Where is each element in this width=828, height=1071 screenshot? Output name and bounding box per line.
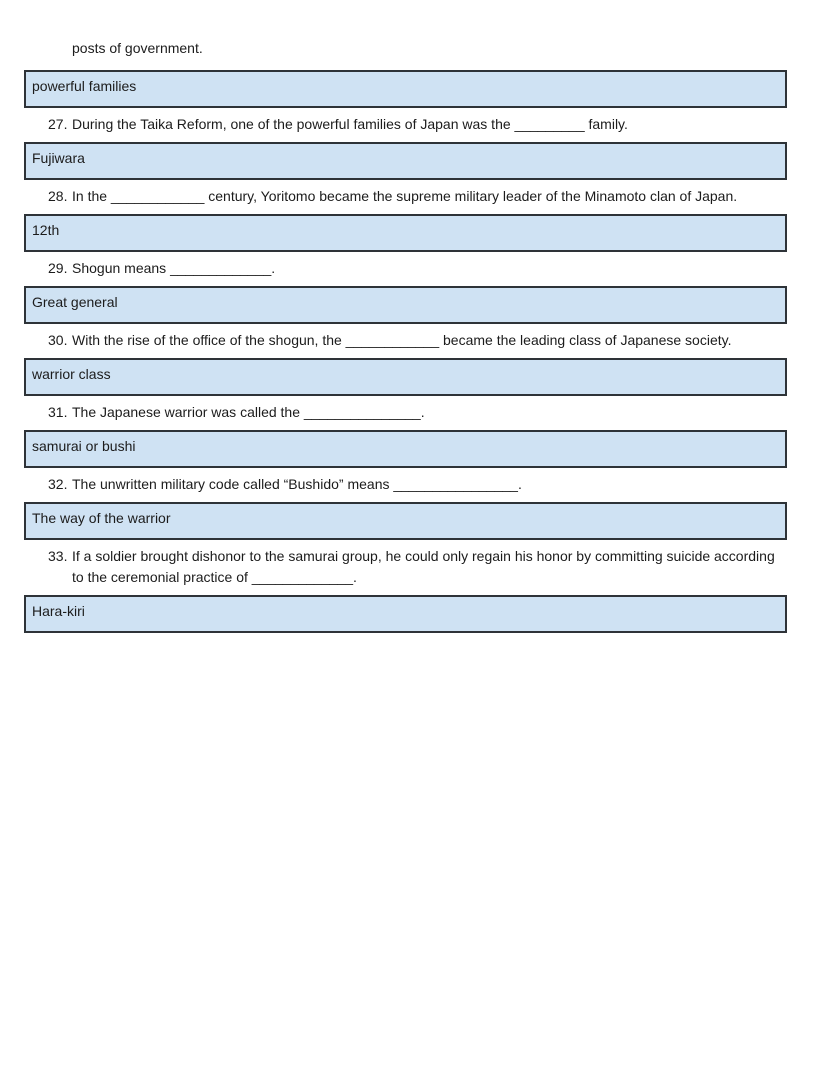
question-number: 33. (48, 548, 68, 564)
question-text: Shogun means _____________. (72, 260, 276, 276)
question-text: The unwritten military code called “Bushido” means ________________. (72, 476, 522, 492)
answer-text: The way of the warrior (32, 510, 171, 526)
qa-list (0, 114, 828, 633)
question-number: 32. (48, 476, 68, 492)
qa-item (0, 546, 828, 633)
question-paragraph (48, 114, 788, 135)
answer-box (24, 214, 787, 252)
question-paragraph (48, 546, 788, 588)
answer-box (24, 358, 787, 396)
qa-item (0, 330, 828, 396)
qa-item (0, 186, 828, 252)
answer-box (24, 595, 787, 633)
question-number: 27. (48, 116, 68, 132)
question-text: During the Taika Reform, one of the powerful families of Japan was the _________ family. (72, 116, 628, 132)
qa-item (0, 258, 828, 324)
question-paragraph (48, 186, 788, 207)
question-text: If a soldier brought dishonor to the samurai group, he could only regain his honor by committing suicide according to the ceremonial practice of _____________. (72, 548, 775, 585)
answer-text: 12th (32, 222, 60, 238)
answer-box (24, 70, 787, 108)
answer-text: Great general (32, 294, 118, 310)
answer-box (24, 430, 787, 468)
question-number: 30. (48, 332, 68, 348)
qa-item (0, 474, 828, 540)
answer-text: samurai or bushi (32, 438, 136, 454)
question-number: 29. (48, 260, 68, 276)
question-text: With the rise of the office of the shogun, the ____________ became the leading class of Japanese society. (72, 332, 732, 348)
question-paragraph (48, 330, 788, 351)
question-paragraph (48, 474, 788, 495)
answer-box (24, 286, 787, 324)
answer-text: Fujiwara (32, 150, 85, 166)
question-text: The Japanese warrior was called the _______________. (72, 404, 425, 420)
answer-box (24, 142, 787, 180)
qa-item (0, 114, 828, 180)
qa-item (0, 402, 828, 468)
question-continuation-text: posts of government. (72, 40, 203, 56)
answer-text: Hara-kiri (32, 603, 85, 619)
answer-text: warrior class (32, 366, 111, 382)
question-text: In the ____________ century, Yoritomo became the supreme military leader of the Minamoto clan of Japan. (72, 188, 738, 204)
answer-text: powerful families (32, 78, 137, 94)
question-number: 31. (48, 404, 68, 420)
question-paragraph (48, 258, 788, 279)
question-paragraph (48, 402, 788, 423)
answer-box (24, 502, 787, 540)
question-number: 28. (48, 188, 68, 204)
